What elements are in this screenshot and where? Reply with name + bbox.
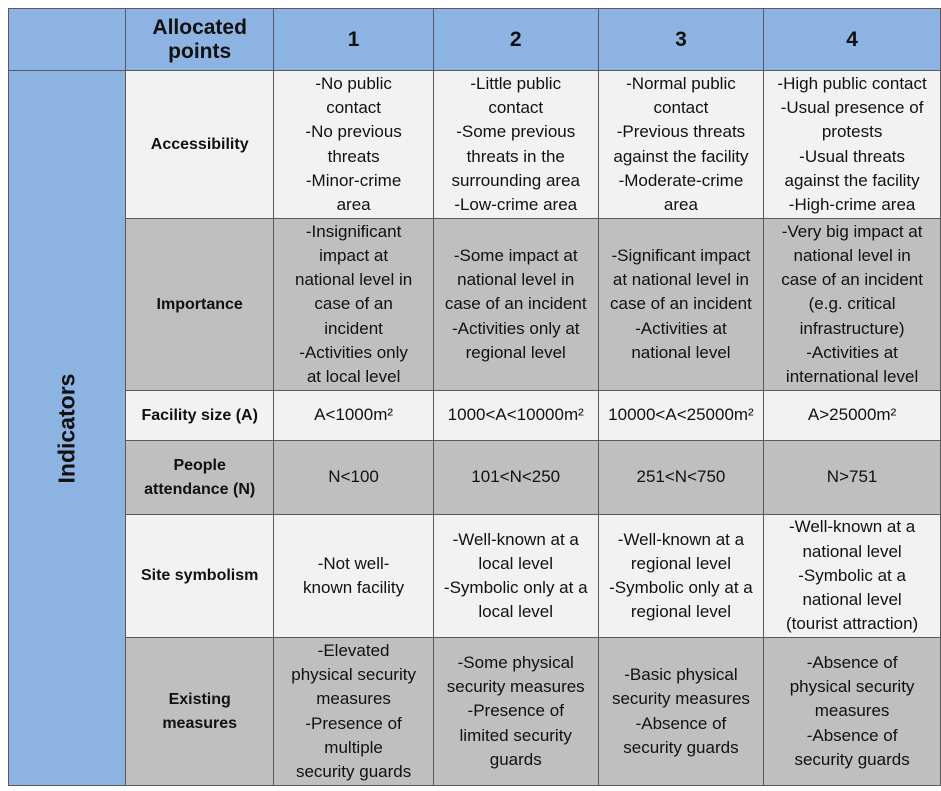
table-body	[9, 9, 941, 786]
table-row	[9, 515, 941, 638]
cell-line: N<100	[328, 467, 379, 487]
column-header-3: 3	[598, 9, 763, 71]
cell-line: infrastructure)	[799, 318, 905, 338]
cell-line: Accessibility	[150, 135, 249, 153]
table-cell	[764, 515, 941, 638]
table-cell	[433, 219, 598, 391]
allocation-table	[8, 8, 941, 786]
cell-line: -Activities only at	[451, 318, 580, 338]
cell-line: -Moderate-crime	[618, 170, 744, 190]
allocated-points-header	[125, 9, 274, 71]
cell-line: -Symbolic only at a	[609, 578, 753, 597]
corner-cell	[9, 9, 126, 71]
table-cell	[598, 515, 763, 638]
cell-line: security guards	[295, 761, 412, 781]
table-cell	[433, 638, 598, 786]
cell-line: local level	[478, 553, 554, 573]
cell-line: measures	[316, 689, 391, 709]
cell-line: physical security	[291, 665, 416, 685]
cell-line: national level	[631, 342, 731, 362]
table-row	[9, 219, 941, 391]
table-cell	[598, 441, 763, 515]
cell-line: -Previous threats	[616, 122, 746, 142]
table-row	[9, 391, 941, 441]
cell-line: security measures	[611, 689, 750, 709]
cell-line: -Elevated	[317, 640, 390, 660]
table-cell	[274, 441, 433, 515]
cell-line: -No previous	[305, 122, 402, 142]
cell-line: -Not well-	[317, 553, 390, 573]
cell-line: international level	[785, 367, 919, 386]
cell-line: 1000<A<10000m²	[447, 405, 584, 425]
table-row	[9, 441, 941, 515]
cell-line: case of an incident	[781, 270, 923, 290]
table-cell	[598, 638, 763, 786]
indicators-label: Indicators	[53, 373, 80, 483]
cell-line: national level in	[457, 270, 575, 290]
cell-line: -Activities at	[806, 342, 898, 362]
cell-line: -Low-crime area	[454, 194, 578, 214]
cell-line: area	[663, 194, 698, 214]
table-row	[9, 71, 941, 219]
cell-line: -High-crime area	[788, 194, 916, 214]
cell-line: -Symbolic only at a	[443, 578, 588, 597]
indicators-side-cell	[9, 71, 126, 786]
cell-line: Facility size (A)	[141, 406, 258, 424]
cell-line: -Usual threats	[799, 146, 905, 166]
cell-line: contact	[488, 98, 544, 118]
cell-line: threats	[327, 146, 380, 166]
row-label	[125, 71, 274, 219]
cell-line: (tourist attraction)	[785, 614, 919, 634]
table-cell	[764, 391, 941, 441]
cell-line: -Absence of	[635, 713, 727, 733]
header-line: points	[168, 39, 232, 63]
table-cell	[274, 515, 433, 638]
row-label	[125, 219, 274, 391]
cell-line: impact at	[319, 245, 389, 265]
cell-line: national level in	[793, 245, 911, 265]
cell-line: protests	[821, 122, 883, 142]
cell-line: -Well-known at a	[452, 529, 579, 549]
table-row	[9, 638, 941, 786]
cell-line: case of an	[314, 294, 393, 314]
cell-line: -Presence of	[467, 701, 564, 721]
cell-line: -Normal public	[626, 73, 736, 93]
cell-line: -High public contact	[777, 73, 927, 93]
cell-line: measures	[814, 701, 890, 721]
header-line: Allocated	[152, 15, 247, 39]
cell-line: People	[173, 456, 226, 474]
cell-line: attendance (N)	[144, 480, 256, 498]
cell-line: -Some previous	[456, 122, 576, 142]
cell-line: (e.g. critical	[808, 294, 896, 314]
cell-line: security guards	[794, 749, 910, 769]
cell-line: measures	[162, 714, 238, 732]
table-cell	[764, 441, 941, 515]
cell-line: regional level	[630, 602, 732, 622]
table-cell	[433, 441, 598, 515]
cell-line: -Very big impact at	[781, 221, 923, 241]
cell-line: A<1000m²	[314, 405, 394, 425]
column-header-2: 2	[433, 9, 598, 71]
cell-line: area	[336, 194, 371, 214]
row-label	[125, 638, 274, 786]
cell-line: 101<N<250	[471, 467, 561, 487]
cell-line: physical security	[789, 677, 915, 697]
table-cell	[598, 71, 763, 219]
column-header-4: 4	[764, 9, 941, 71]
cell-line: multiple	[324, 737, 383, 757]
column-header-1: 1	[274, 9, 433, 71]
cell-line: contact	[326, 98, 381, 118]
cell-line: surrounding area	[451, 170, 580, 190]
cell-line: -Activities only	[299, 342, 408, 362]
cell-line: 10000<A<25000m²	[608, 405, 754, 425]
table-cell	[274, 219, 433, 391]
table-cell	[274, 71, 433, 219]
table-cell	[433, 71, 598, 219]
cell-line: regional level	[630, 553, 732, 573]
table-cell	[764, 638, 941, 786]
cell-line: -Presence of	[305, 713, 402, 733]
cell-line: at national level in	[612, 270, 749, 290]
row-label	[125, 391, 274, 441]
row-label	[125, 515, 274, 638]
cell-line: national level	[802, 541, 902, 561]
cell-line: -Significant impact	[611, 245, 751, 265]
cell-line: A>25000m²	[807, 405, 897, 425]
table-cell	[598, 219, 763, 391]
cell-line: national level	[802, 590, 902, 610]
cell-line: -Symbolic at a	[798, 565, 906, 585]
cell-line: local level	[478, 602, 554, 622]
cell-line: national level in	[294, 270, 413, 290]
table-cell	[764, 219, 941, 391]
cell-line: against the facility	[613, 146, 749, 166]
cell-line: regional level	[465, 342, 566, 362]
cell-line: -Insignificant	[305, 221, 402, 241]
cell-line: -Some impact at	[453, 245, 578, 265]
cell-line: -Absence of	[806, 725, 898, 745]
cell-line: -Some physical	[457, 652, 574, 672]
cell-line: case of an incident	[610, 294, 752, 314]
cell-line: incident	[324, 318, 383, 338]
table-cell	[598, 391, 763, 441]
cell-line: Site symbolism	[140, 567, 259, 584]
row-label	[125, 441, 274, 515]
table-cell	[274, 391, 433, 441]
cell-line: -Absence of	[806, 652, 898, 672]
cell-line: -Little public	[470, 73, 562, 93]
cell-line: known facility	[303, 578, 405, 597]
cell-line: against the facility	[784, 170, 920, 190]
cell-line: at local level	[306, 367, 401, 386]
cell-line: threats in the	[466, 146, 565, 166]
cell-line: -Usual presence of	[780, 98, 924, 118]
cell-line: -Well-known at a	[788, 517, 916, 537]
cell-line: Existing	[168, 690, 231, 708]
table-cell	[764, 71, 941, 219]
cell-line: Importance	[156, 295, 243, 313]
cell-line: -No public	[315, 73, 392, 93]
cell-line: -Well-known at a	[617, 529, 745, 549]
cell-line: -Activities at	[635, 318, 727, 338]
cell-line: security guards	[623, 737, 739, 757]
cell-line: security measures	[446, 677, 585, 697]
table-cell	[274, 638, 433, 786]
table-cell	[433, 515, 598, 638]
header-row	[9, 9, 941, 71]
cell-line: -Minor-crime	[305, 170, 402, 190]
cell-line: 251<N<750	[636, 467, 726, 487]
cell-line: N>751	[826, 467, 878, 487]
cell-line: -Basic physical	[624, 665, 738, 685]
cell-line: case of an incident	[444, 294, 587, 314]
cell-line: guards	[489, 749, 542, 769]
cell-line: contact	[653, 98, 709, 118]
table-cell	[433, 391, 598, 441]
cell-line: limited security	[459, 725, 572, 745]
